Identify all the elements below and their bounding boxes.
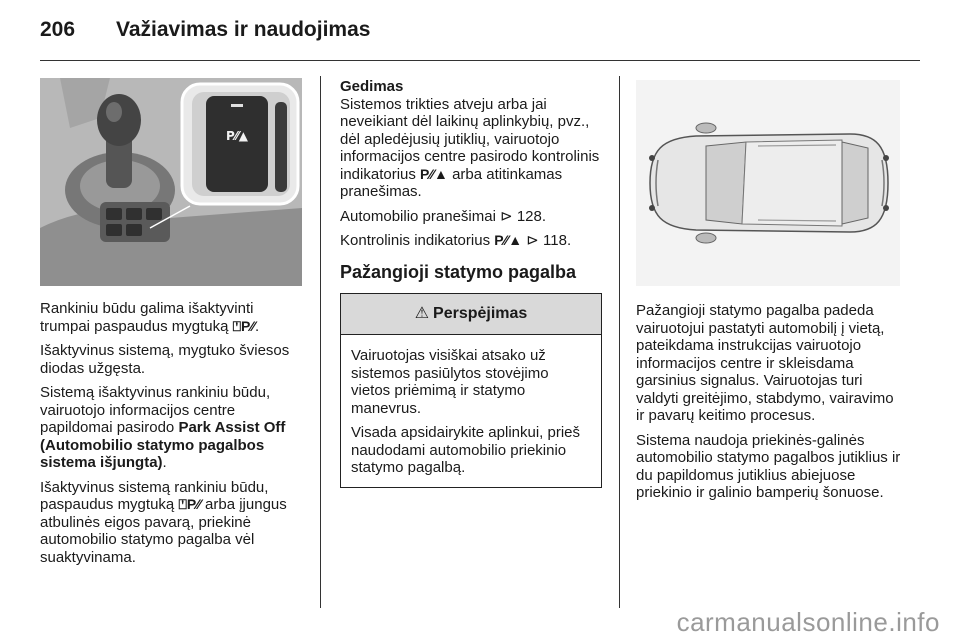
park-assist-indicator-icon: P⁄⁄▲ [420, 165, 448, 182]
warning-paragraph-2: Visada apsidairykite aplinkui, prieš naudodami automobilio priekinio statymo pagalbą. [351, 424, 581, 476]
console-figure [40, 78, 302, 286]
right-paragraph-1: Pažangioji statymo pagalba padeda vairuotojui pastatyti automobilį į vietą, pateikdama instrukcijas vairuotojo informacijos centre ir skleisdama garsinius signalus. Vairuotojas turi valdyti greitėjimo, stabdymo, vairavimo ir pavarų keitimo procesus. [636, 302, 894, 424]
column-divider-1 [320, 76, 321, 608]
left-paragraph-1: Rankiniu būdu galima išaktyvinti trumpai paspaudus mygtuką ⍞P⁄⁄. [40, 300, 260, 335]
left-paragraph-4: Išaktyvinus sistemą rankiniu būdu, paspaudus mygtuką ⍞P⁄⁄ arba įjungus atbulinės eigos pavarą, priekinė automobilio statymo pagalba vėl suaktyvinama. [40, 478, 287, 566]
section-title: Pažangioji statymo pagalba [340, 261, 577, 282]
column-divider-2 [619, 76, 620, 608]
ref-control-indicator: Kontrolinis indikatorius P⁄⁄▲ ⊳ 118. [340, 232, 572, 249]
park-assist-button-icon-2: ⍞P⁄⁄ [178, 496, 201, 512]
right-paragraph-2: Sistema naudoja priekinės-galinės automobilio statymo pagalbos jutiklius ir du papildomus jutiklius abiejuose priekinio ir galinio bamperių šonuose. [636, 431, 901, 501]
fault-paragraph: Sistemos trikties atveju arba jai neveikiant dėl laikinų aplinkybių, pvz., dėl apledėjusių jutiklių, vairuotojo informacijos centre pasirodo kontrolinis indikatorius P⁄⁄▲ arba atitinkamas pranešimas. [340, 95, 600, 200]
middle-column [340, 78, 602, 488]
watermark: carmanualsonline.info [676, 607, 940, 637]
left-paragraph-2: Išaktyvinus sistemą, mygtuko šviesos diodas užgęsta. [40, 342, 290, 377]
car-top-view-figure [636, 80, 900, 286]
page-header [40, 18, 920, 58]
page-ref-arrow-icon: ⊳ [500, 207, 513, 225]
warning-paragraph-1: Vairuotojas visiškai atsako už sistemos pasiūlytos stovėjimo vietos priėmimą ir statymo manevrus. [351, 347, 549, 417]
warning-header [341, 294, 601, 335]
warning-title: Perspėjimas [433, 305, 528, 323]
warning-body [341, 335, 601, 487]
right-column [636, 302, 902, 509]
fault-heading: Gedimas [340, 78, 404, 95]
ref-vehicle-messages: Automobilio pranešimai ⊳ 128. [340, 207, 547, 225]
warning-icon: ⚠ [414, 305, 430, 323]
warning-box [340, 293, 602, 488]
park-assist-off-message: Park Assist Off (Automobilio statymo pagalbos sistema išjungta) [40, 419, 286, 471]
header-rule [40, 60, 920, 61]
page-title: Važiavimas ir naudojimas [116, 18, 371, 41]
park-assist-button-icon: ⍞P⁄⁄ [232, 317, 256, 334]
park-assist-indicator-icon-2: P⁄⁄▲ [494, 232, 523, 248]
figure-button-label: P⁄⁄▲ [225, 129, 249, 143]
left-column [40, 300, 306, 573]
page-ref-arrow-icon-2: ⊳ [526, 232, 539, 249]
page-number: 206 [40, 18, 76, 41]
left-paragraph-3: Sistemą išaktyvinus rankiniu būdu, vairuotojo informacijos centre papildomai pasirodo Park Assist Off (Automobilio statymo pagalbos sistema išjungta). [40, 384, 286, 471]
